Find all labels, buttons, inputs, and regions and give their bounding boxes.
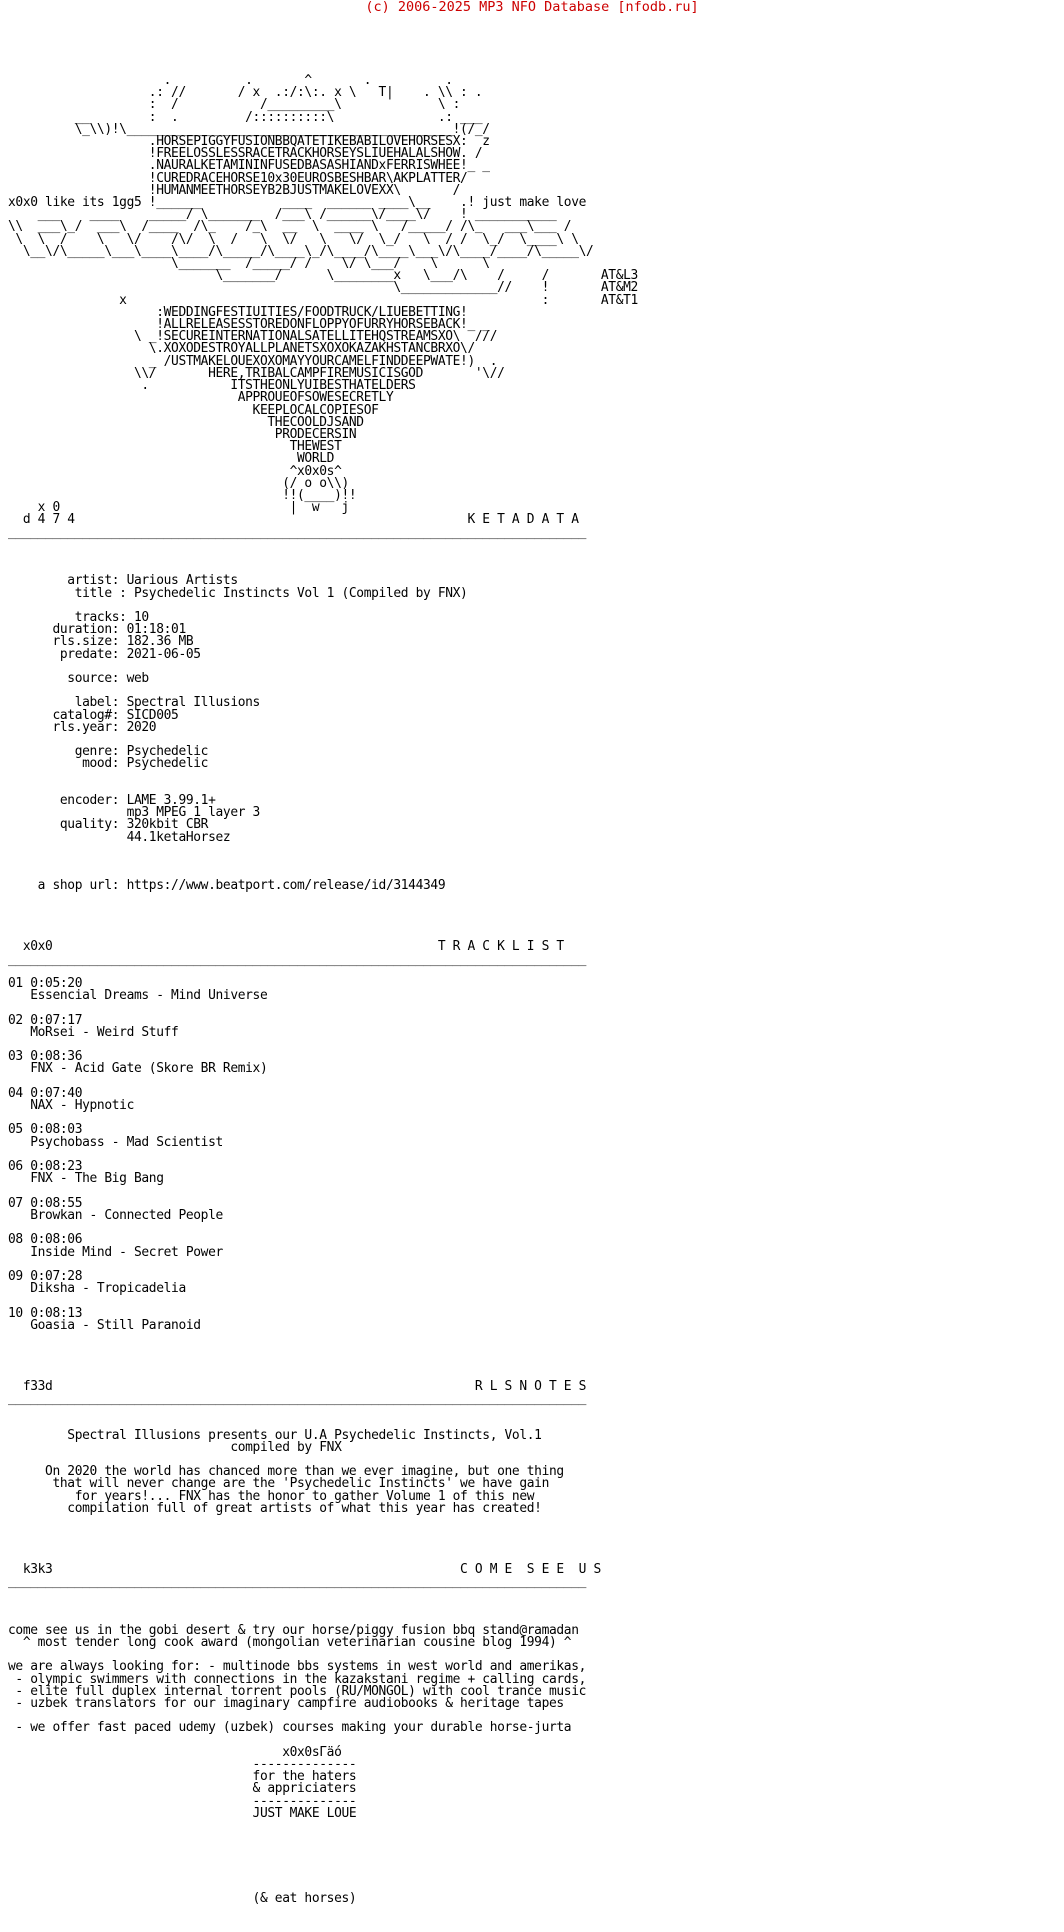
copyright-header: (c) 2006-2025 MP3 NFO Database [nfodb.ru] <box>365 0 699 15</box>
nfo-text-body: . . ^ . . .: // / x .:/:\:. x \ T| . \\ : . : / /_________\ \ : __ : . /::::::::::\ .: ___ \_\\)!\____________________________________________!(/_/ .HORSEPIGGYFUSIONBBQATETIKEBABILOVEHORSESX: z !FREELOSSLESSRACETRACKHORSEYSLIUEHALALSHOW. / .NAURALKETAMININFUSEDBASASHIANDxFERRISWHEE!_ _ !CUREDRACEHORSE10x30EUROSBESHBAR\AKPLATTER/ !HUMANMEETHORSEYB2BJUSTMAKELOVEXX\ / x0x0 like its 1gg5 !______ ____ ______ ____\__ .! just make love ___ ____ _____/ \_______ /___\ /______\/____\/ ! ___________ \\ ___\_/ ___\ /____ /\_ /_\ __ \ ____ \ /_____/ /\_ ___\___ / \ \ / \ \/ /\/ \ / \ \/ \ \/ \_/ \ / / \_/ \____\ \ \__\/\_____\___\____\____/\_____/\____\_/\____/\____\___\/\____/____/\_____\/ \_______ /_____/ / \/ \___/ \ \ \_______/ \________x \___/\ / / AT&L3 \_____________// ! AT&M2 x : AT&T1 :WEDDINGFESTIUITIES/FOODTRUCK/LIUEBETTING! !ALLRELEASESSTOREDONFLOPPYOFURRYHORSEBACK!_ _ \ _!SECUREINTERNATIONALSATELLITEHQSTREAMSXO\ /// \.XOXODESTROYALLPLANETSXOXOKAZAKHSTANCBRXO\/ _ /USTMAKELOUEXOXOMAYYOURCAMELFINDDEEPWATE!) . \\/ HERE,TRIBALCAMPFIREMUSICISGOD '\// . ITSTHEONLYUIBESTHATELDERS APPROUEOFSOWESECRETLY KEEPLOCALCOPIESOF THECOOLDJSAND PRODECERSIN THEWEST WORLD ^x0x0s^ (/ o o\\) !!(____)!! x 0 | w j d 4 7 4 K E T A D A T A ______________________________________________________________________________ artist: Uarious Artists title : Psychedelic Instincts Vol 1 (Compiled by FNX) tracks: 10 duration: 01:18:01 rls.size: 182.36 MB predate: 2021-06-05 source: web label: Spectral Illusions catalog#: SICD005 rls.year: 2020 genre: Psychedelic mood: Psychedelic encoder: LAME 3.99.1+ mp3 MPEG 1 layer 3 quality: 320kbit CBR 44.1ketaHorsez a shop url: https://www.beatport.com/release/id/3144349 x0x0 T R A C K L I S T ______________________________________________________________________________ 01 0:05:20 Essencial Dreams - Mind Universe 02 0:07:17 MoRsei - Weird Stuff 03 0:08:36 FNX - Acid Gate (Skore BR Remix) 04 0:07:40 NAX - Hypnotic 05 0:08:03 Psychobass - Mad Scientist 06 0:08:23 FNX - The Big Bang 07 0:08:55 Browkan - Connected People 08 0:08:06 Inside Mind - Secret Power 09 0:07:28 Diksha - Tropicadelia 10 0:08:13 Goasia - Still Paranoid f33d R L S N O T E S ______________________________________________________________________________ Spectral Illusions presents our U.A Psychedelic Instincts, Vol.1 compiled by FNX On 2020 the world has chanced more than we ever imagine, but one thing that will never change are the 'Psychedelic Instincts' we have gain for years!... FNX has the honor to gather Volume 1 of this new compilation full of great artists of what this year has created! k3k3 C O M E S E E U S ______________________________________________________________________________ come see us in the gobi desert & try our horse/piggy fusion bbq stand@ramadan ^ most tender long cook award (mongolian veterinarian cousine blog 1994) ^ we are always looking for: - multinode bbs systems in west world and amerikas, - olympic swimmers with connections in the kazakstani regime + calling cards, - elite full duplex internal torrent pools (RU/MONGOL) with cool trance music - uzbek translators for our imaginary campfire audiobooks & heritage tapes - we offer fast paced udemy (uzbek) courses making your durable horse-jurta x0x0sГäó -------------- for the haters & appriciaters -------------- JUST MAKE LOUE (& eat horses) <box>8 73 638 1907</box>
